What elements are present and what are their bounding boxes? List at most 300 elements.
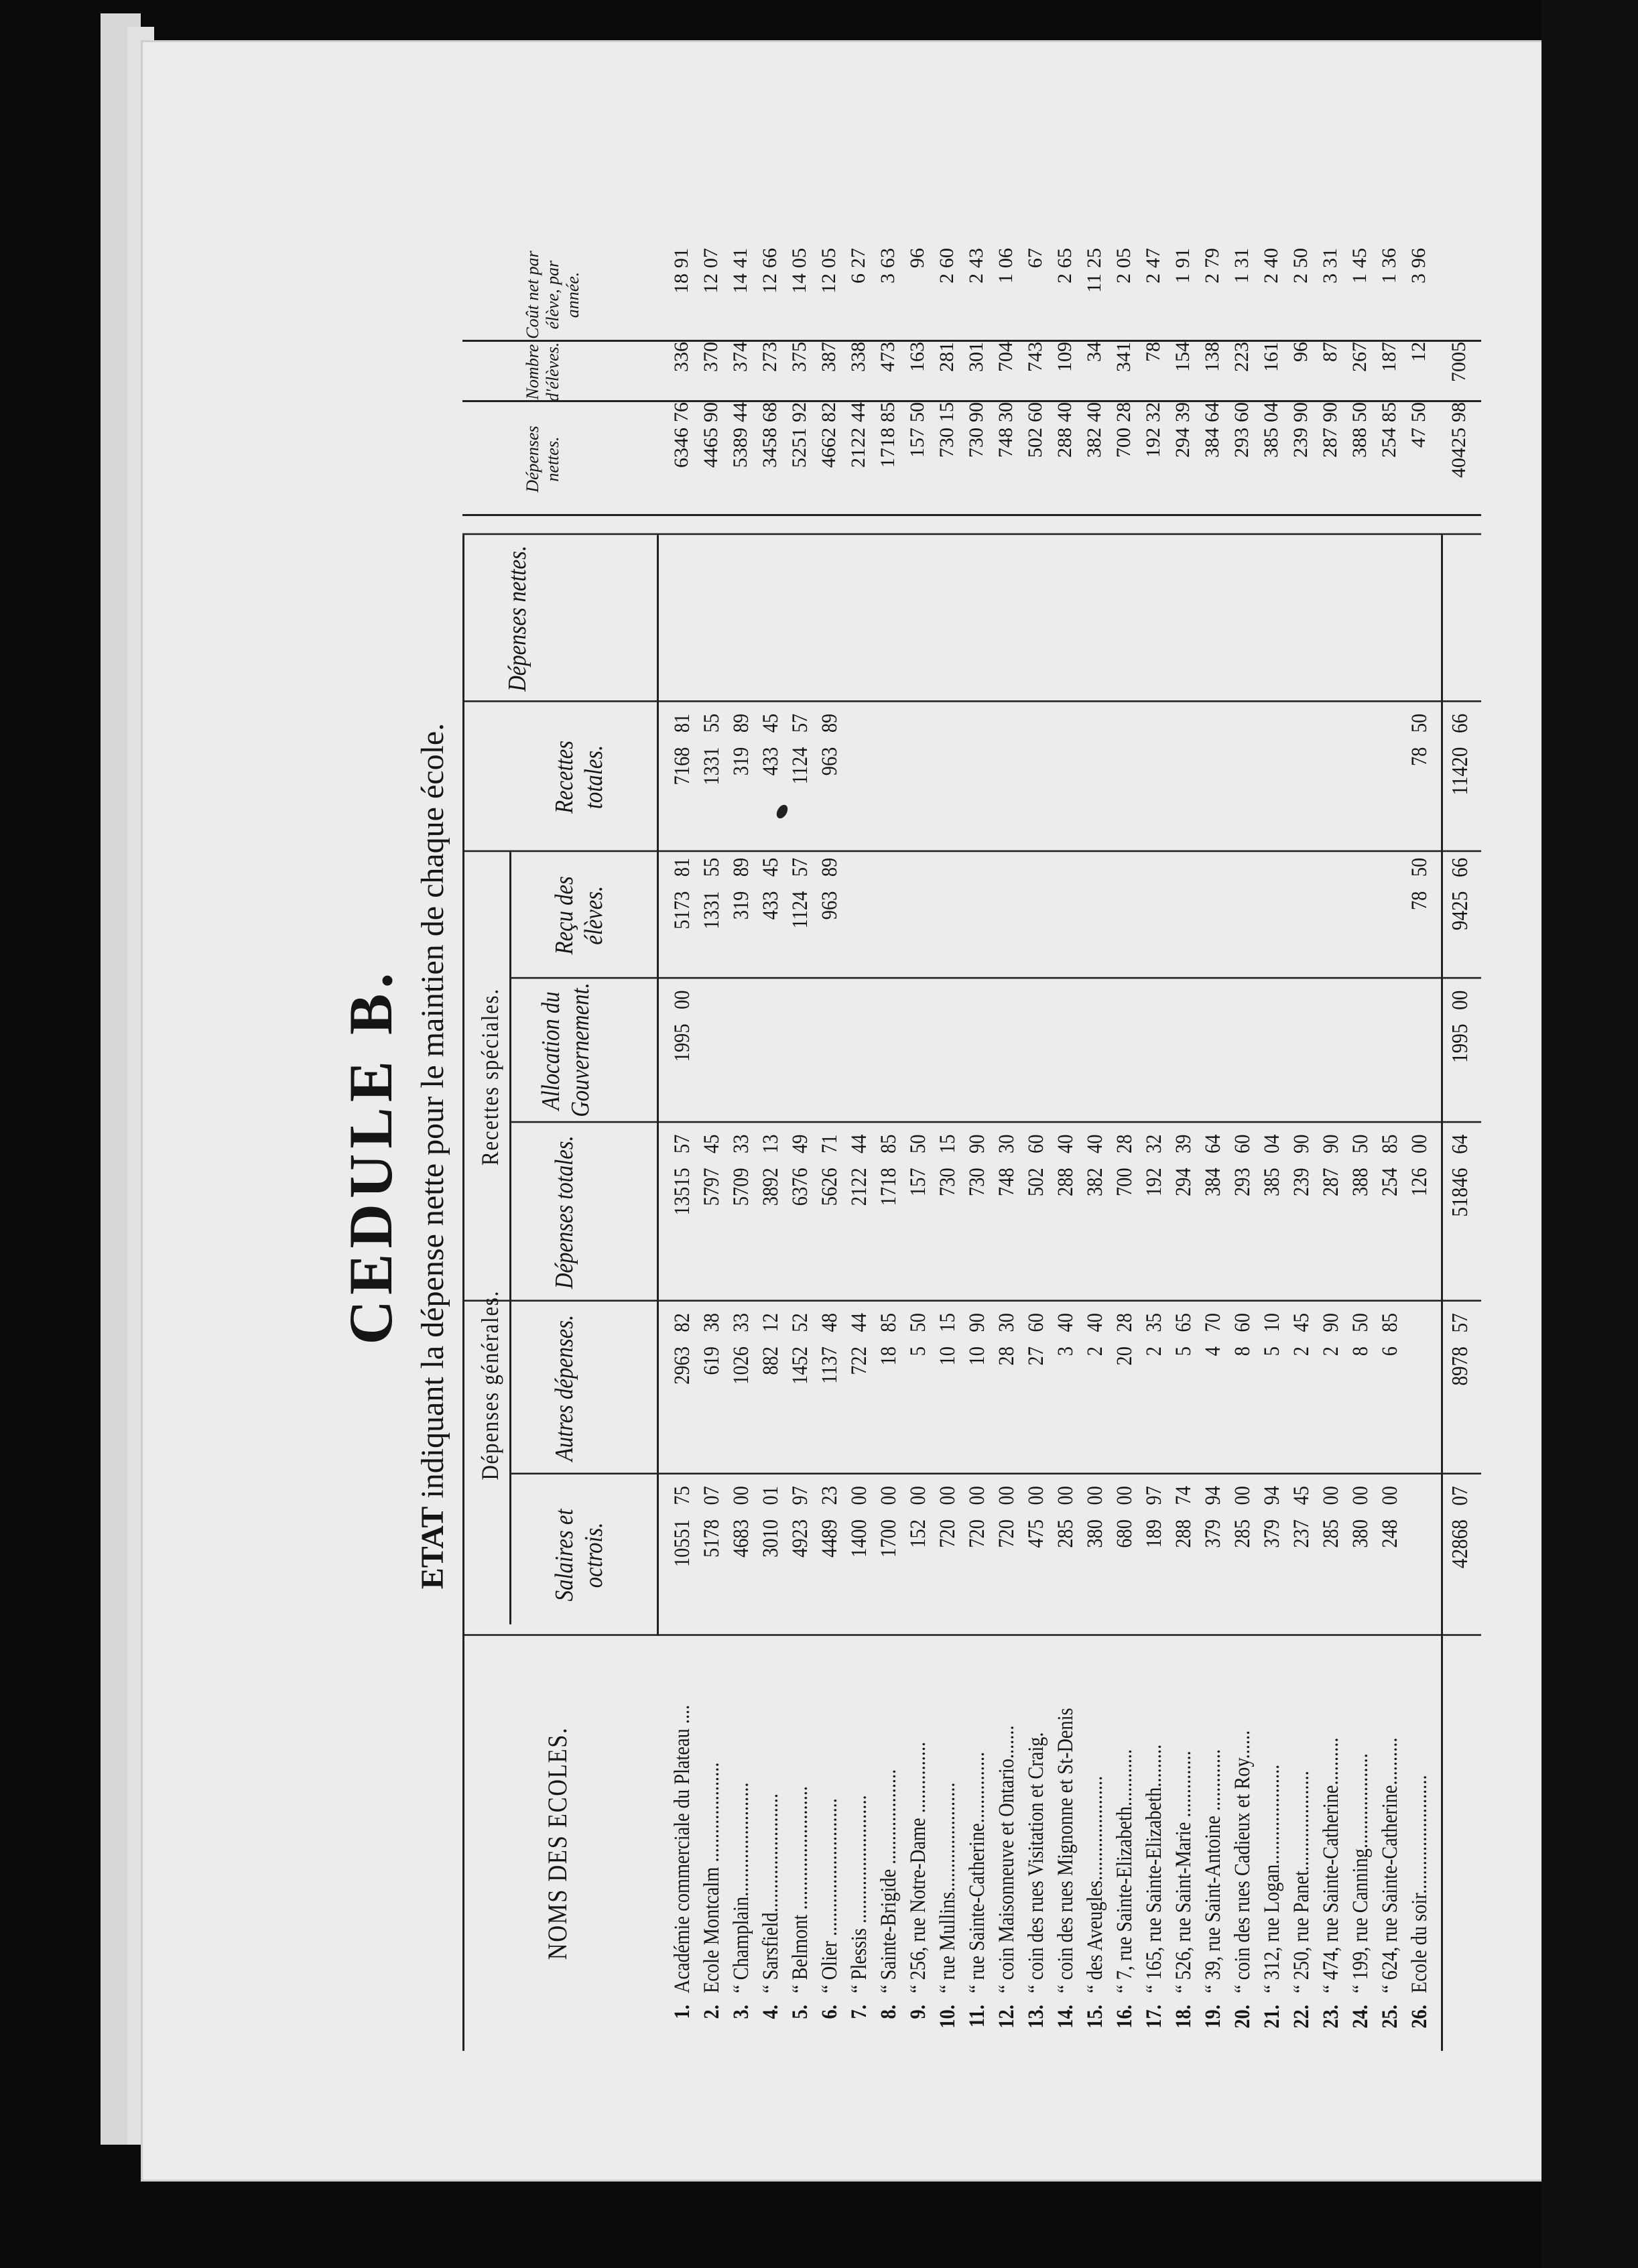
school-name: “ 199, rue Canning.................... [1348, 1753, 1373, 1993]
cell-rt [1113, 714, 1137, 846]
cell-nb-value: 109 [1054, 342, 1076, 372]
cell-cn-cents: 47 [1142, 248, 1164, 268]
cell-dt-cents: 33 [729, 1134, 753, 1153]
cell-rt-cents: 89 [818, 713, 842, 733]
cell-aut [847, 1313, 872, 1468]
cell-aut-cents: 60 [1024, 1313, 1048, 1332]
cell-sal-dollars: 380 [1348, 1519, 1373, 1548]
total-dt-cents: 64 [1448, 1134, 1472, 1154]
total-alloc-dollars: 1995 [1448, 1023, 1472, 1063]
cell-sal [1260, 1486, 1285, 1624]
header-cout: Coût net par élève, par année. [523, 251, 582, 339]
cell-dn-cents: 50 [906, 402, 928, 422]
cell-dt-dollars: 2122 [847, 1168, 871, 1206]
cell-cn-cents: 60 [936, 248, 958, 268]
cell-sal-dollars: 4489 [818, 1519, 842, 1558]
cell-dt [906, 1135, 931, 1296]
cell-rt [1260, 714, 1285, 846]
cell-dt-dollars: 126 [1407, 1168, 1432, 1197]
cell-dt [818, 1135, 842, 1296]
table-row [788, 535, 812, 2051]
total-dn-cents: 98 [1448, 402, 1470, 422]
cell-alloc [847, 991, 872, 1117]
total-rule [1441, 535, 1443, 2051]
cell-alloc [759, 991, 783, 1117]
cell-rt [1348, 714, 1373, 846]
school-name: “ des Aveugles...................... [1083, 1775, 1107, 1993]
cell-sal [906, 1486, 931, 1624]
cell-dn-value: 288 [1054, 428, 1076, 458]
cell-cn-cents: 45 [1348, 248, 1371, 268]
cell-sal-dollars: 288 [1172, 1519, 1196, 1548]
cell-nb-value: 138 [1201, 342, 1223, 372]
cell-nb-value: 301 [965, 342, 987, 372]
school-name: “ coin des rues Cadieux et Roy...... [1231, 1730, 1255, 1993]
cell-dt [847, 1135, 872, 1296]
cell-recu [818, 858, 842, 973]
cell-cn-cents: 36 [1378, 248, 1400, 268]
cell-dt-cents: 50 [1348, 1134, 1373, 1153]
cell-dt-dollars: 254 [1378, 1168, 1402, 1197]
cell-cn-cents: 40 [1260, 248, 1282, 268]
cell-recu [1201, 858, 1226, 973]
cell-aut-dollars: 8 [1231, 1346, 1255, 1357]
row-number: 7. [847, 2005, 871, 2019]
cell-cn-value: 2 [965, 273, 987, 284]
cell-sal [995, 1486, 1019, 1624]
cell-dt [1319, 1135, 1344, 1296]
cell-alloc [788, 991, 813, 1117]
cell-dt-dollars: 6376 [788, 1168, 812, 1206]
row-number: 19. [1201, 2005, 1225, 2029]
cell-cn-value: 1 [1231, 273, 1253, 284]
cell-rt-dollars: 319 [729, 747, 753, 776]
row-number: 8. [877, 2005, 901, 2019]
cell-aut-dollars: 5 [1260, 1346, 1284, 1357]
cell-dn-cents: 04 [1260, 402, 1282, 422]
cell-aut [1083, 1313, 1108, 1468]
cell-sal-cents: 75 [670, 1486, 694, 1505]
row-number: 17. [1142, 2005, 1166, 2029]
row-number: 15. [1083, 2005, 1107, 2029]
cell-dt-cents: 90 [1289, 1134, 1314, 1153]
cell-dn-value: 5251 [788, 428, 810, 468]
cell-sal [1378, 1486, 1403, 1624]
cell-sal-dollars: 680 [1113, 1519, 1137, 1548]
table-row [965, 535, 989, 2051]
cell-aut-dollars: 20 [1113, 1346, 1137, 1366]
table-row [1407, 535, 1432, 2051]
cell-nb-value: 387 [818, 342, 840, 372]
cell-cn-cents: 05 [1113, 248, 1135, 268]
cell-cn-value: 1 [995, 273, 1017, 284]
cell-aut-cents: 15 [936, 1313, 960, 1332]
document-title: CEDULE B. [336, 967, 405, 1345]
cell-rt-cents: 45 [759, 713, 783, 733]
total-sal [1448, 1486, 1473, 1624]
cell-rt-cents: 81 [670, 713, 694, 733]
cell-sal-cents: 00 [1319, 1486, 1343, 1505]
cell-recu-dollars: 963 [818, 891, 842, 920]
cell-alloc [670, 991, 695, 1117]
cell-recu [965, 858, 990, 973]
cell-sal [1289, 1486, 1314, 1624]
cell-cn-value: 12 [759, 273, 781, 294]
cell-dn-value: 384 [1201, 428, 1223, 458]
cell-dt-dollars: 288 [1054, 1168, 1078, 1197]
cell-dt [1201, 1135, 1226, 1296]
cell-sal-dollars: 380 [1083, 1519, 1107, 1548]
cell-sal [1319, 1486, 1344, 1624]
cell-sal-cents: 94 [1201, 1486, 1225, 1505]
cell-recu [700, 858, 724, 973]
cell-dn-cents: 44 [729, 402, 751, 422]
cell-rt [818, 714, 842, 846]
total-rt [1448, 714, 1473, 846]
cell-dn-value: 748 [995, 428, 1017, 458]
cell-alloc [1083, 991, 1108, 1117]
cell-sal-dollars: 5178 [700, 1519, 724, 1558]
cell-sal-dollars: 475 [1024, 1519, 1048, 1548]
cell-dt [700, 1135, 724, 1296]
cell-sal [700, 1486, 724, 1624]
cell-rt [906, 714, 931, 846]
cell-dt [729, 1135, 754, 1296]
cell-sal-cents: 00 [936, 1486, 960, 1505]
cell-nb-value: 281 [936, 342, 958, 372]
cell-recu [1054, 858, 1078, 973]
cell-sal [788, 1486, 813, 1624]
cell-dt-cents: 40 [1083, 1134, 1107, 1153]
table-row [1054, 535, 1078, 2051]
cell-cn-value: 2 [1201, 273, 1223, 284]
cell-dt-dollars: 382 [1083, 1168, 1107, 1197]
cell-cn-cents: 31 [1319, 248, 1341, 268]
cell-sal-cents: 00 [906, 1486, 930, 1505]
cell-rt-cents: 50 [1407, 713, 1432, 733]
total-alloc [1448, 991, 1473, 1117]
cell-cn-value: 1 [1378, 273, 1400, 284]
total-sal-dollars: 42868 [1448, 1519, 1472, 1569]
cell-alloc [1054, 991, 1078, 1117]
cell-nb-value: 87 [1319, 342, 1341, 362]
row-number: 11. [965, 2005, 989, 2028]
cell-recu-dollars: 1124 [788, 891, 812, 929]
cell-sal-dollars: 285 [1231, 1519, 1255, 1548]
cell-dt-dollars: 748 [995, 1168, 1019, 1197]
cell-sal [1231, 1486, 1255, 1624]
totals-row [1448, 535, 1474, 2051]
total-recu [1448, 858, 1473, 973]
cell-alloc [1201, 991, 1226, 1117]
row-number: 16. [1113, 2005, 1137, 2029]
cell-alloc [1319, 991, 1344, 1117]
cell-sal-cents: 45 [1289, 1486, 1314, 1505]
cell-rt [1054, 714, 1078, 846]
cell-sal [877, 1486, 901, 1624]
cell-dt-cents: 15 [936, 1134, 960, 1153]
cell-dn-value: 6346 [670, 428, 692, 468]
cell-sal-dollars: 379 [1260, 1519, 1284, 1548]
school-name: Ecole du soir......................... [1407, 1775, 1432, 1993]
cell-dt [670, 1135, 695, 1296]
rotated-table-sheet [335, 261, 1488, 2051]
cell-sal-cents: 00 [847, 1486, 871, 1505]
cell-dt-cents: 85 [877, 1134, 901, 1153]
cell-alloc [1289, 991, 1314, 1117]
cell-recu [1231, 858, 1255, 973]
cell-rt [1319, 714, 1344, 846]
cell-sal-dollars: 4683 [729, 1519, 753, 1558]
cell-aut-cents: 50 [906, 1313, 930, 1332]
row-number: 5. [788, 2005, 812, 2019]
cell-aut-cents: 45 [1289, 1313, 1314, 1332]
cell-dt [1378, 1135, 1403, 1296]
cell-aut [729, 1313, 754, 1468]
cell-dn-value: 1718 [877, 428, 899, 468]
cell-rt-dollars: 1124 [788, 747, 812, 785]
cell-recu [1407, 858, 1432, 973]
cell-alloc [995, 991, 1019, 1117]
cell-aut-dollars: 3 [1054, 1346, 1078, 1357]
table-row [1201, 535, 1225, 2051]
row-number: 25. [1378, 2005, 1402, 2029]
cell-cn-value: 2 [1054, 273, 1076, 284]
cell-dn-value: 5389 [729, 428, 751, 468]
cell-dt [1024, 1135, 1049, 1296]
cell-alloc [1348, 991, 1373, 1117]
cell-alloc [1024, 991, 1049, 1117]
cell-aut [1024, 1313, 1049, 1468]
cell-sal [847, 1486, 872, 1624]
cell-rt [995, 714, 1019, 846]
row-number: 4. [759, 2005, 783, 2019]
cell-sal-cents: 00 [1348, 1486, 1373, 1505]
cell-aut-dollars: 10 [936, 1346, 960, 1366]
cell-nb-value: 473 [877, 342, 899, 372]
table-row [1231, 535, 1255, 2051]
total-dn-value: 40425 [1448, 428, 1470, 478]
cell-dn-cents: 50 [1407, 402, 1430, 422]
cell-recu [906, 858, 931, 973]
header-nombre: Nombre d'élèves. [523, 342, 562, 402]
total-recu-dollars: 9425 [1448, 891, 1472, 931]
cell-cn-value: 2 [1260, 273, 1282, 284]
cell-rt-cents: 89 [729, 713, 753, 733]
row-number: 18. [1172, 2005, 1196, 2029]
cell-dn-cents: 60 [1231, 402, 1253, 422]
school-name: “ 624, rue Sainte-Catherine.......... [1378, 1737, 1402, 1993]
cell-dt-cents: 39 [1172, 1134, 1196, 1153]
school-name: “ Champlain........................ [729, 1782, 753, 1993]
cell-dn-value: 239 [1289, 428, 1312, 458]
cell-recu-cents: 81 [670, 857, 694, 877]
cell-cn-value: 3 [1407, 273, 1430, 284]
table-row [1319, 535, 1343, 2051]
header-dep-nettes-col: Dépenses nettes. [523, 426, 562, 493]
cell-dt-dollars: 5709 [729, 1168, 753, 1206]
cell-aut-dollars: 18 [877, 1346, 901, 1366]
cell-sal [759, 1486, 783, 1624]
cell-sal-cents: 00 [1231, 1486, 1255, 1505]
header-group-recettes: Recettes spéciales. [477, 988, 503, 1166]
cell-alloc-dollars: 1995 [670, 1023, 694, 1062]
cell-dt [1083, 1135, 1108, 1296]
cell-aut [1378, 1313, 1403, 1468]
cell-aut-dollars: 8 [1348, 1346, 1373, 1357]
cell-aut [1348, 1313, 1373, 1468]
cell-sal-dollars: 189 [1142, 1519, 1166, 1548]
cell-nb-value: 743 [1024, 342, 1046, 372]
cell-dn-cents: 85 [1378, 402, 1400, 422]
cell-sal-dollars: 10551 [670, 1519, 694, 1568]
cell-cn-cents: 27 [847, 248, 869, 268]
cell-dt [965, 1135, 990, 1296]
cell-sal [1142, 1486, 1167, 1624]
cell-recu-cents: 57 [788, 857, 812, 877]
cell-sal [1407, 1486, 1432, 1624]
cell-aut-dollars: 10 [965, 1346, 989, 1366]
cell-sal-dollars: 237 [1289, 1519, 1314, 1548]
row-number: 14. [1054, 2005, 1078, 2029]
cell-dt-cents: 30 [995, 1134, 1019, 1153]
cell-aut-cents: 90 [965, 1313, 989, 1332]
cell-cn-cents: 96 [906, 248, 928, 268]
cell-dn-cents: 28 [1113, 402, 1135, 422]
cell-aut-cents: 40 [1083, 1313, 1107, 1332]
cell-recu [877, 858, 901, 973]
cell-dt-dollars: 384 [1201, 1168, 1225, 1197]
cell-aut-dollars: 2 [1289, 1346, 1314, 1357]
cell-dt [1113, 1135, 1137, 1296]
cell-aut-cents: 10 [1260, 1313, 1284, 1332]
cell-dn-value: 192 [1142, 428, 1164, 458]
cell-dt [1054, 1135, 1078, 1296]
cell-cn-value: 12 [700, 273, 722, 294]
cell-cn-value: 12 [818, 273, 840, 294]
cell-sal [1172, 1486, 1196, 1624]
table-row [1378, 535, 1402, 2051]
cell-rt [936, 714, 960, 846]
cell-dt-dollars: 192 [1142, 1168, 1166, 1197]
cell-dn-cents: 40 [1054, 402, 1076, 422]
cell-rt [847, 714, 872, 846]
cell-aut-dollars: 4 [1201, 1346, 1225, 1357]
cell-cn-cents: 05 [818, 248, 840, 268]
cell-rt [1289, 714, 1314, 846]
cell-dt-dollars: 730 [936, 1168, 960, 1197]
cell-dn-value: 157 [906, 428, 928, 458]
cell-cn-cents: 05 [788, 248, 810, 268]
cell-sal-dollars: 1400 [847, 1519, 871, 1558]
cell-aut [1260, 1313, 1285, 1468]
cell-aut-dollars: 1137 [818, 1346, 842, 1384]
cell-recu [670, 858, 695, 973]
cell-recu [995, 858, 1019, 973]
cell-cn-value: 18 [670, 273, 692, 294]
cell-dt-dollars: 385 [1260, 1168, 1284, 1197]
cell-aut-dollars: 882 [759, 1346, 783, 1375]
school-name: “ 312, rue Logan..................... [1260, 1764, 1284, 1993]
cell-dn-cents: 39 [1172, 402, 1194, 422]
cell-aut [1319, 1313, 1344, 1468]
cell-aut-dollars: 5 [1172, 1346, 1196, 1357]
cell-rt [1172, 714, 1196, 846]
cell-dt-dollars: 294 [1172, 1168, 1196, 1197]
cell-nb-value: 338 [847, 342, 869, 372]
cell-aut [1054, 1313, 1078, 1468]
cell-dt-cents: 49 [788, 1134, 812, 1153]
cell-aut [1113, 1313, 1137, 1468]
table-row [729, 535, 753, 2051]
cell-sal-dollars: 720 [936, 1519, 960, 1548]
cell-dt-cents: 13 [759, 1134, 783, 1153]
cell-cn-value: 2 [936, 273, 958, 284]
cell-alloc [1113, 991, 1137, 1117]
total-aut-dollars: 8978 [1448, 1346, 1472, 1386]
cell-dn-cents: 92 [788, 402, 810, 422]
cell-rt-cents: 57 [788, 713, 812, 733]
cell-dt-cents: 40 [1054, 1134, 1078, 1153]
cell-cn-cents: 06 [995, 248, 1017, 268]
cell-sal-cents: 00 [1024, 1486, 1048, 1505]
cell-dt-cents: 60 [1231, 1134, 1255, 1153]
row-number: 22. [1289, 2005, 1314, 2029]
cell-dt [1348, 1135, 1373, 1296]
table-row [700, 535, 724, 2051]
schedule-table [462, 535, 1508, 2051]
cell-dn-cents: 44 [847, 402, 869, 422]
cell-sal-cents: 01 [759, 1486, 783, 1505]
cell-alloc-cents: 00 [670, 990, 694, 1009]
school-name: “ 7, rue Sainte-Elizabeth............ [1113, 1749, 1137, 1993]
cell-recu [788, 858, 813, 973]
cell-recu [1113, 858, 1137, 973]
cell-aut-cents: 85 [877, 1313, 901, 1332]
cell-cn-value: 2 [1113, 273, 1135, 284]
table-row [1260, 535, 1284, 2051]
cell-dn-cents: 90 [1289, 402, 1312, 422]
cell-nb-value: 704 [995, 342, 1017, 372]
cell-dt-dollars: 502 [1024, 1168, 1048, 1197]
cell-dn-value: 293 [1231, 428, 1253, 458]
cell-dt [1289, 1135, 1314, 1296]
cell-recu [1378, 858, 1403, 973]
cell-nb-value: 267 [1348, 342, 1371, 372]
school-name: “ Sainte-Brigide .................... [877, 1769, 901, 1993]
cell-sal-cents: 00 [1054, 1486, 1078, 1505]
cell-aut [877, 1313, 901, 1468]
cell-dt-dollars: 700 [1113, 1168, 1137, 1197]
cell-aut [1407, 1313, 1432, 1468]
cell-sal-cents: 00 [965, 1486, 989, 1505]
cell-aut-dollars: 2 [1142, 1346, 1166, 1357]
cell-cn-value: 3 [877, 273, 899, 284]
cell-aut-dollars: 6 [1378, 1346, 1402, 1357]
cell-alloc [936, 991, 960, 1117]
cell-aut [670, 1313, 695, 1468]
cell-recu-dollars: 433 [759, 891, 783, 920]
cell-sal-dollars: 1700 [877, 1519, 901, 1558]
cell-aut-cents: 90 [1319, 1313, 1343, 1332]
cell-sal [1348, 1486, 1373, 1624]
cell-rt-dollars: 1331 [700, 747, 724, 785]
cell-nb-value: 370 [700, 342, 722, 372]
cell-dn-cents: 82 [818, 402, 840, 422]
cell-aut-dollars: 2963 [670, 1346, 694, 1385]
cell-dn-cents: 85 [877, 402, 899, 422]
cell-dn-value: 2122 [847, 428, 869, 468]
